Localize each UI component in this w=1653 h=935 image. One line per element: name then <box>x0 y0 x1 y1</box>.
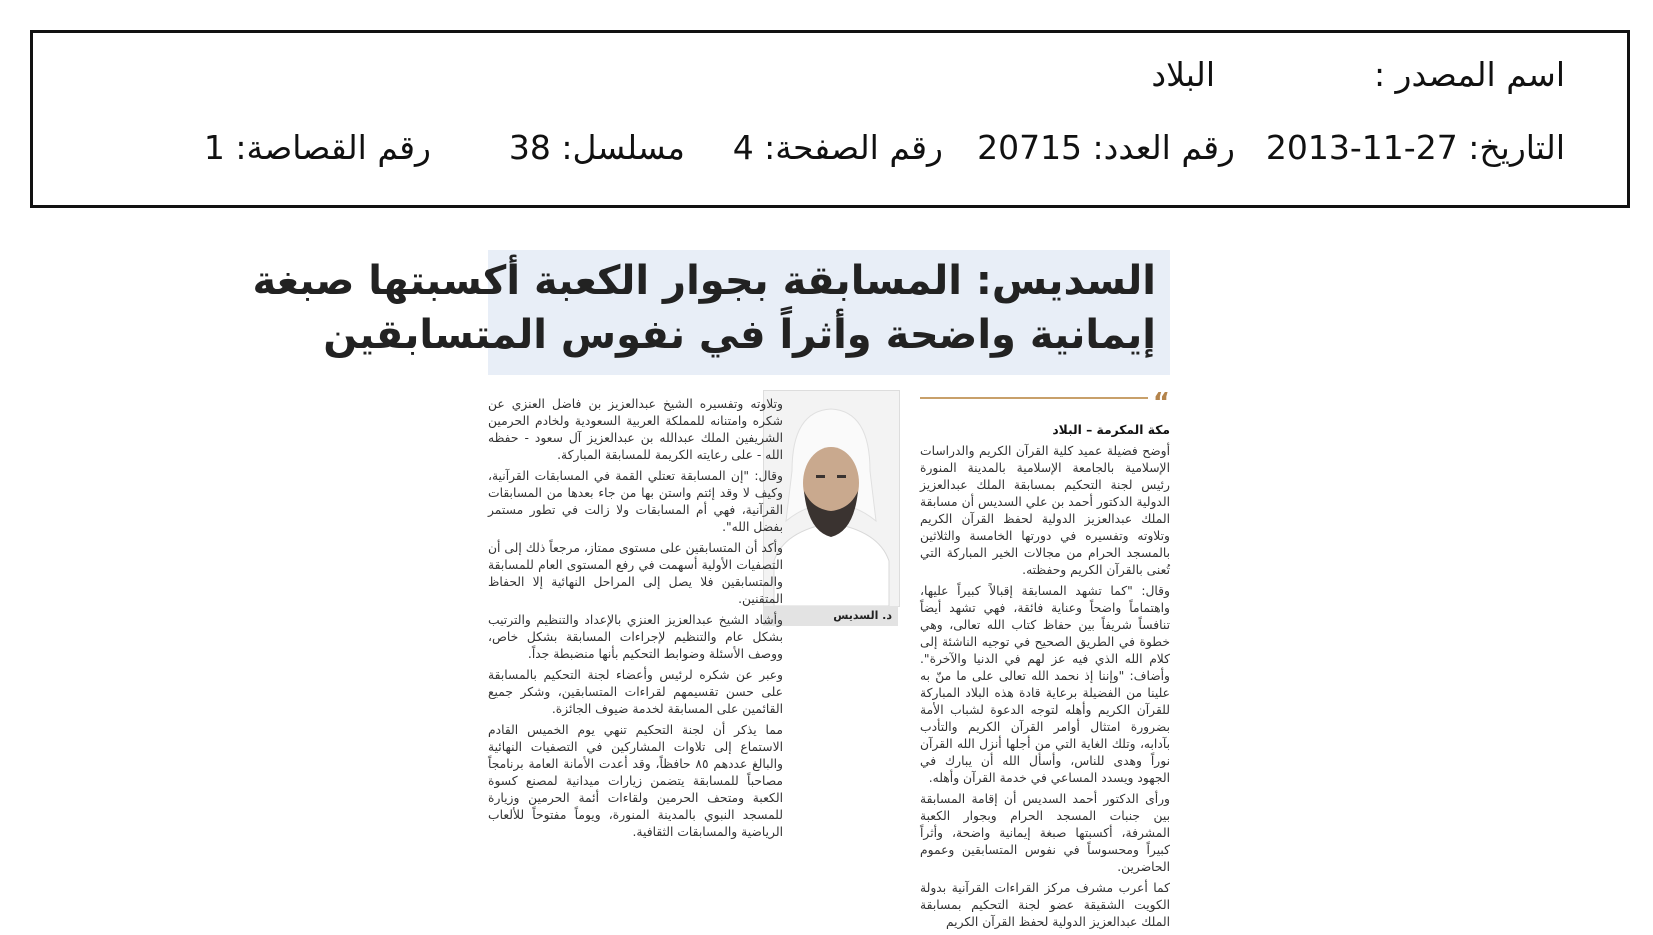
headline-line-1: السديس: المسابقة بجوار الكعبة أكسبتها صبغة <box>252 258 1156 304</box>
paragraph: وقال: "إن المسابقة تعتلي القمة في المسابقات القرآنية، وكيف لا وقد إئتم واستن بها من جاء بعدها من المسابقات القرآنية، فهي أم المسابقات ولا زالت في تطور مستمر بفضل الله". <box>488 469 783 534</box>
article-right-column <box>920 396 1170 935</box>
headline-line-2: إيمانية واضحة وأثراً في نفوس المتسابقين <box>323 312 1156 358</box>
paragraph: وقال: "كما تشهد المسابقة إقبالاً كبيراً عليها، واهتماماً واضحاً وعناية فائقة، فهي تشهد أيضاً تنافساً شريفاً بين حفاظ كتاب الله تعالى، وهي خطوة في الطريق الصحيح في توجيه الناشئة إلى كلام الله الذي فيه عز لهم في الدنيا والآخرة". وأضاف: "وإننا إذ نحمد الله تعالى على ما منّ به علينا من الفضيلة برعاية قادة هذه البلاد المباركة للقرآن الكريم وأهله لتوجه الدعوة لشباب الأمة بضرورة امتثال أوامر القرآن الكريم والتأدب بآدابه، وتلك الغاية التي من أجلها أنزل الله القرآن نوراً وهدى للناس، وأسأل الله أن يبارك في الجهود ويسدد المساعي في خدمة القرآن وأهله. <box>920 584 1170 785</box>
portrait-image <box>764 391 899 606</box>
photo-caption: د. السديس <box>763 606 898 626</box>
source-label: اسم المصدر : <box>1373 55 1565 94</box>
issue-number-label: رقم العدد: 20715 <box>977 128 1235 167</box>
paragraph: وأشاد الشيخ عبدالعزيز العنزي بالإعداد والتنظيم والترتيب بشكل عام والتنظيم لإجراءات المسابقة بشكل خاص، ووصف الأسئلة وضوابط التحكيم بأنها منضبطة جداً. <box>488 613 783 661</box>
paragraph: وتلاوته وتفسيره الشيخ عبدالعزيز بن فاضل العنزي عن شكره وامتنانه للمملكة العربية السعودية ولخادم الحرمين الشريفين الملك عبدالله بن عبدالعزيز آل سعود - حفظه الله - على رعايته الكريمة للمسابقة المباركة. <box>488 397 783 462</box>
portrait-photo <box>763 390 900 607</box>
paragraph: وأكد أن المتسابقين على مستوى ممتاز، مرجعاً ذلك إلى أن التصفيات الأولية أسهمت في رفع المستوى العام للمسابقة والمتسابقين فلا يصل إلى المراحل النهائية إلا الحفاظ المتقنين. <box>488 541 783 606</box>
quote-mark-icon: “ <box>1152 388 1170 418</box>
metadata-box <box>30 30 1630 208</box>
page-number-label: رقم الصفحة: 4 <box>732 128 943 167</box>
serial-number-label: مسلسل: 38 <box>508 128 685 167</box>
newspaper-clipping <box>252 248 1170 929</box>
headline-band <box>252 250 1170 375</box>
paragraph: مما يذكر أن لجنة التحكيم تنهي يوم الخميس القادم الاستماع إلى تلاوات المشاركين في التصفيات النهائية والبالغ عددهم ٨٥ حافظاً، وقد أعدت الأمانة العامة برنامجاً مصاحباً للمسابقة يتضمن زيارات ميدانية لمصنع كسوة الكعبة ومتحف الحرمين ولقاءات أئمة الحرمين وزيارة للمسجد النبوي بالمدينة المنورة، ويوماً مفتوحاً للألعاب الرياضية والمسابقات الثقافية. <box>488 723 783 839</box>
source-value: البلاد <box>1151 55 1215 94</box>
paragraph: ورأى الدكتور أحمد السديس أن إقامة المسابقة بين جنبات المسجد الحرام وبجوار الكعبة المشرفة، أكسبتها صبغة إيمانية واضحة، وأثراً كبيراً ومحسوساً في نفوس المتسابقين وعموم الحاضرين. <box>920 792 1170 874</box>
paragraph: أوضح فضيلة عميد كلية القرآن الكريم والدراسات الإسلامية بالجامعة الإسلامية بالمدينة المنورة رئيس لجنة التحكيم بمسابقة الملك عبدالعزيز الدولية الدكتور أحمد بن علي السديس أن مسابقة الملك عبدالعزيز الدولية لحفظ القرآن الكريم وتلاوته وتفسيره في دورتها الخامسة والثلاثين بالمسجد الحرام من مجالات الخير المباركة التي تُعنى بالقرآن الكريم وحفظته. <box>920 444 1170 577</box>
date-label: التاريخ: 27-11-2013 <box>1265 128 1565 167</box>
article-left-column <box>488 396 783 845</box>
clip-number-label: رقم القصاصة: 1 <box>203 128 431 167</box>
paragraph: وعبر عن شكره لرئيس وأعضاء لجنة التحكيم بالمسابقة على حسن تقسيمهم لقراءات المتسابقين، وشكر جميع القائمين على المسابقة لخدمة ضيوف الجائزة. <box>488 668 783 716</box>
paragraph: كما أعرب مشرف مركز القراءات القرآنية بدولة الكويت الشقيقة عضو لجنة التحكيم بمسابقة الملك عبدالعزيز الدولية لحفظ القرآن الكريم <box>920 881 1170 929</box>
dateline: مكة المكرمة – البلاد <box>1052 423 1170 437</box>
